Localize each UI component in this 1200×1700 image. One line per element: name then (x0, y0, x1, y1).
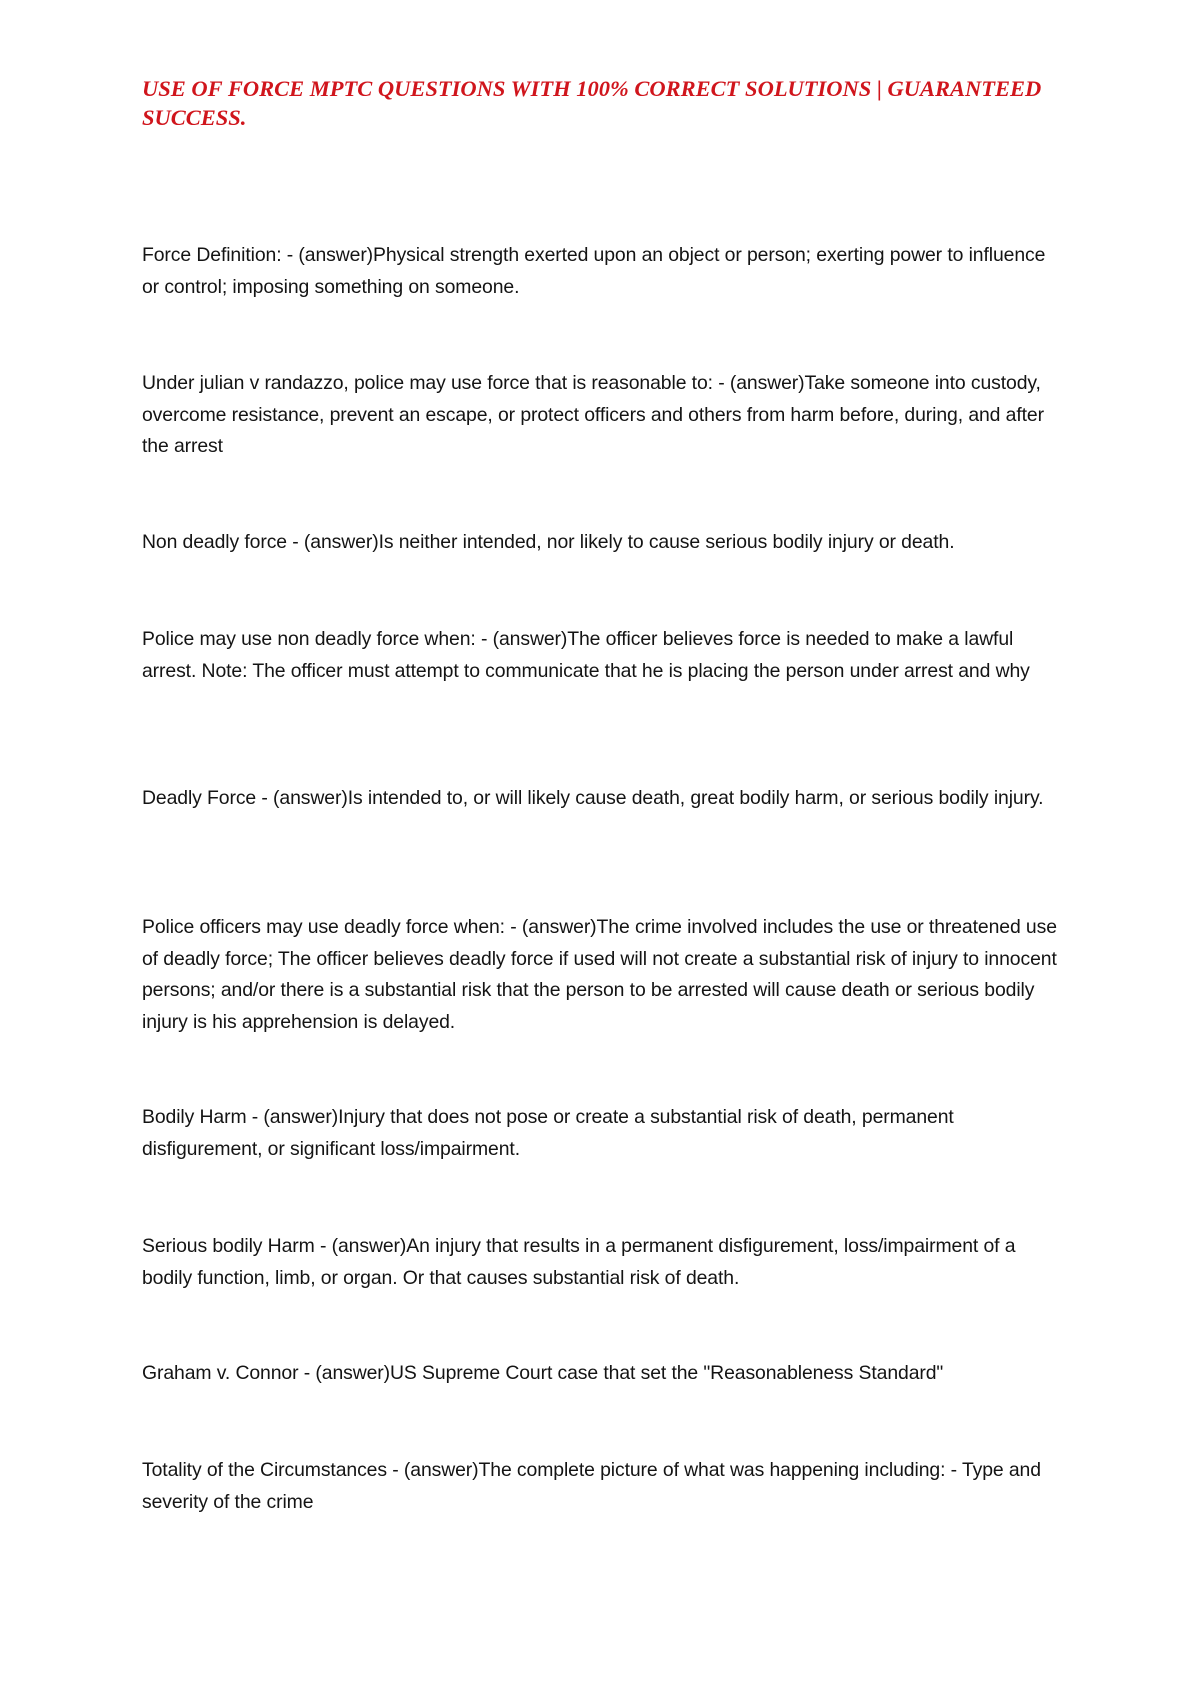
qa-answer: US Supreme Court case that set the "Reasonableness Standard" (390, 1362, 944, 1384)
qa-question: Under julian v randazzo, police may use force that is reasonable to: (142, 372, 713, 394)
qa-separator: - (answer) (314, 1235, 407, 1257)
qa-question: Graham v. Connor (142, 1362, 299, 1384)
qa-item-deadly-force-when (142, 912, 1062, 1038)
qa-answer: An injury that results in a permanent disfigurement, loss/impairment of a bodily function, limb, or organ. Or that causes substantial risk of death. (142, 1235, 1016, 1289)
qa-item-non-deadly-force-when (142, 624, 1062, 687)
qa-question: Bodily Harm (142, 1106, 247, 1128)
qa-question: Force Definition: (142, 244, 282, 266)
qa-separator: - (answer) (475, 628, 568, 650)
qa-answer: Take someone into custody, overcome resistance, prevent an escape, or protect officers and others from harm before, during, and after the arrest (142, 372, 1044, 457)
qa-item-julian-v-randazzo (142, 368, 1062, 463)
qa-item-deadly-force (142, 783, 1062, 815)
qa-separator: - (answer) (281, 244, 374, 266)
qa-question: Serious bodily Harm (142, 1235, 315, 1257)
qa-question: Police officers may use deadly force when: (142, 916, 505, 938)
qa-item-force-definition (142, 240, 1062, 303)
qa-item-totality-of-circumstances (142, 1455, 1062, 1518)
qa-item-graham-v-connor (142, 1358, 1062, 1390)
qa-answer: The complete picture of what was happening including: - Type and severity of the crime (142, 1459, 1041, 1513)
qa-answer: Physical strength exerted upon an object or person; exerting power to influence or control; imposing something on someone. (142, 244, 1046, 298)
qa-question: Police may use non deadly force when: (142, 628, 476, 650)
qa-question: Deadly Force (142, 787, 257, 809)
qa-separator: - (answer) (504, 916, 597, 938)
qa-question: Totality of the Circumstances (142, 1459, 387, 1481)
qa-answer: Is intended to, or will likely cause death, great bodily harm, or serious bodily injury. (347, 787, 1044, 809)
qa-separator: - (answer) (256, 787, 348, 809)
qa-separator: - (answer) (386, 1459, 479, 1481)
document-title: USE OF FORCE MPTC QUESTIONS WITH 100% CORRECT SOLUTIONS | GUARANTEED SUCCESS. (142, 76, 1042, 130)
qa-separator: - (answer) (246, 1106, 339, 1128)
qa-answer: The officer believes force is needed to make a lawful arrest. Note: The officer must attempt to communicate that he is placing the person under arrest and why (142, 628, 1030, 682)
qa-answer: Is neither intended, nor likely to cause serious bodily injury or death. (378, 531, 955, 553)
qa-item-non-deadly-force (142, 527, 1062, 559)
qa-separator: - (answer) (287, 531, 379, 553)
qa-separator: - (answer) (712, 372, 805, 394)
qa-answer: The crime involved includes the use or threatened use of deadly force; The officer believes deadly force if used will not create a substantial risk of injury to innocent persons; and/or there is a substantial risk that the person to be arrested will cause death or serious bodily injury is his apprehension is delayed. (142, 916, 1057, 1033)
qa-item-serious-bodily-harm (142, 1231, 1062, 1294)
qa-question: Non deadly force (142, 531, 287, 553)
qa-separator: - (answer) (298, 1362, 391, 1384)
qa-answer: Injury that does not pose or create a substantial risk of death, permanent disfigurement, or significant loss/impairment. (142, 1106, 954, 1160)
qa-item-bodily-harm (142, 1102, 1062, 1165)
